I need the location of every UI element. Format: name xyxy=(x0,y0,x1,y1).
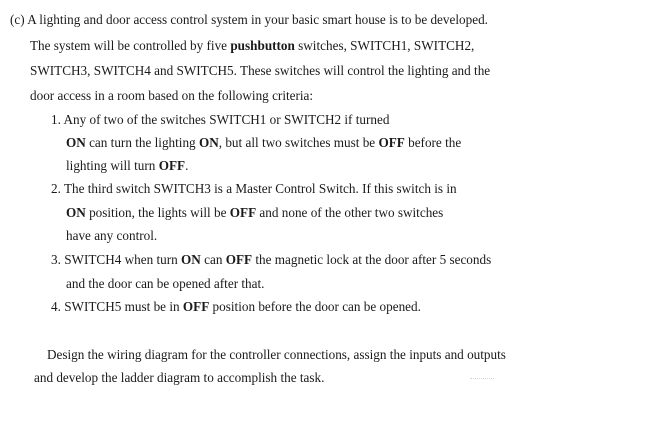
criterion-2-line-3: have any control. xyxy=(66,228,158,243)
intro-line-1 xyxy=(10,12,488,28)
criterion-4-number: 4. xyxy=(51,299,61,314)
criterion-1-line-2: ON can turn the lighting ON, but all two switches must be OFF before the xyxy=(66,135,462,150)
intro-line-4: door access in a room based on the following criteria: xyxy=(30,88,314,103)
intro-line-2: The system will be controlled by five pushbutton switches, SWITCH1, SWITCH2, xyxy=(30,38,475,53)
criterion-1-line-1: 1. Any of two of the switches SWITCH1 or SWITCH2 if turned xyxy=(51,112,390,127)
bold-pushbutton: pushbutton xyxy=(230,38,295,53)
criterion-3-line-1: 3. SWITCH4 when turn ON can OFF the magnetic lock at the door after 5 seconds xyxy=(51,252,492,267)
criterion-4-line-1: 4. SWITCH5 must be in OFF position before the door can be opened. xyxy=(51,299,421,314)
criterion-3-line-2: and the door can be opened after that. xyxy=(66,276,265,291)
criterion-2-number: 2. xyxy=(51,181,61,196)
criterion-3-number: 3. xyxy=(51,252,61,267)
question-label: (c) xyxy=(10,12,25,27)
intro-line-3: SWITCH3, SWITCH4 and SWITCH5. These switches will control the lighting and the xyxy=(30,63,491,78)
task-line-1: Design the wiring diagram for the controller connections, assign the inputs and outputs xyxy=(47,347,506,362)
scan-artifact xyxy=(470,378,494,380)
criterion-1-number: 1. xyxy=(51,112,61,127)
intro-text-1: A lighting and door access control system in your basic smart house is to be developed. xyxy=(27,12,488,27)
criterion-2-line-2: ON position, the lights will be OFF and none of the other two switches xyxy=(66,205,444,220)
criterion-1-line-3: lighting will turn OFF. xyxy=(66,158,189,173)
criterion-2-line-1: 2. The third switch SWITCH3 is a Master Control Switch. If this switch is in xyxy=(51,181,457,196)
task-line-2: and develop the ladder diagram to accomplish the task. xyxy=(34,370,325,385)
